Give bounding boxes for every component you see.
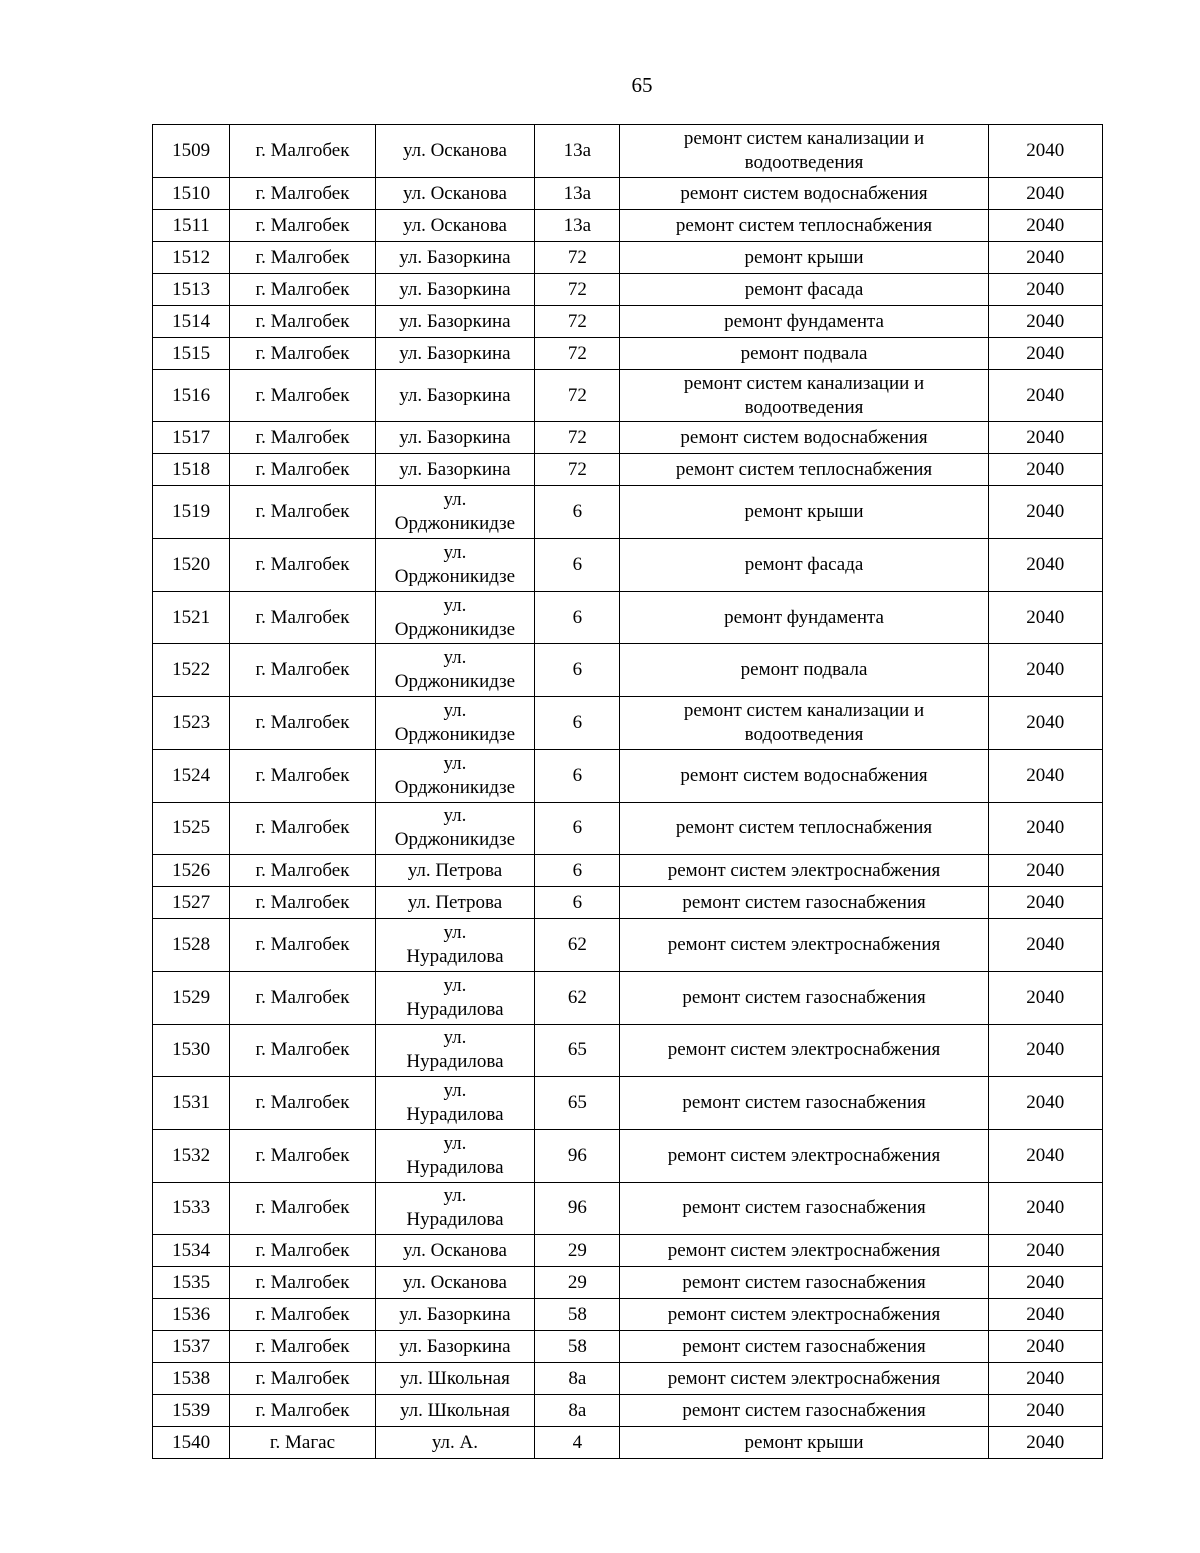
- city-cell: г. Малгобек: [230, 369, 375, 422]
- row-number-cell: 1534: [153, 1235, 230, 1267]
- row-number-cell: 1540: [153, 1427, 230, 1459]
- house-number-cell: 65: [535, 1077, 620, 1130]
- street-cell: ул. Орджоникидзе: [375, 644, 535, 697]
- table-row: [153, 337, 1103, 369]
- house-number-cell: 29: [535, 1267, 620, 1299]
- row-number-cell: 1536: [153, 1299, 230, 1331]
- row-number-cell: 1519: [153, 486, 230, 539]
- year-cell: 2040: [988, 539, 1102, 592]
- table-row: [153, 887, 1103, 919]
- city-cell: г. Малгобек: [230, 125, 375, 178]
- row-number-cell: 1513: [153, 273, 230, 305]
- street-cell: ул. Осканова: [375, 209, 535, 241]
- table-row: [153, 749, 1103, 802]
- street-cell: ул. Базоркина: [375, 422, 535, 454]
- city-cell: г. Магас: [230, 1427, 375, 1459]
- city-cell: г. Малгобек: [230, 887, 375, 919]
- work-type-cell: ремонт фасада: [620, 539, 988, 592]
- repair-schedule-table: [152, 124, 1103, 1459]
- year-cell: 2040: [988, 591, 1102, 644]
- row-number-cell: 1538: [153, 1363, 230, 1395]
- work-type-cell: ремонт систем электроснабжения: [620, 1235, 988, 1267]
- table-row: [153, 855, 1103, 887]
- house-number-cell: 6: [535, 644, 620, 697]
- work-type-cell: ремонт систем теплоснабжения: [620, 454, 988, 486]
- row-number-cell: 1517: [153, 422, 230, 454]
- row-number-cell: 1516: [153, 369, 230, 422]
- year-cell: 2040: [988, 1182, 1102, 1235]
- street-cell: ул. Нурадилова: [375, 971, 535, 1024]
- row-number-cell: 1530: [153, 1024, 230, 1077]
- city-cell: г. Малгобек: [230, 241, 375, 273]
- work-type-cell: ремонт систем электроснабжения: [620, 1024, 988, 1077]
- year-cell: 2040: [988, 1267, 1102, 1299]
- city-cell: г. Малгобек: [230, 971, 375, 1024]
- work-type-cell: ремонт систем водоснабжения: [620, 422, 988, 454]
- city-cell: г. Малгобек: [230, 273, 375, 305]
- work-type-cell: ремонт систем теплоснабжения: [620, 209, 988, 241]
- city-cell: г. Малгобек: [230, 1024, 375, 1077]
- house-number-cell: 72: [535, 273, 620, 305]
- year-cell: 2040: [988, 1299, 1102, 1331]
- house-number-cell: 72: [535, 305, 620, 337]
- street-cell: ул. Школьная: [375, 1395, 535, 1427]
- city-cell: г. Малгобек: [230, 209, 375, 241]
- year-cell: 2040: [988, 1331, 1102, 1363]
- table-row: [153, 177, 1103, 209]
- city-cell: г. Малгобек: [230, 422, 375, 454]
- house-number-cell: 6: [535, 539, 620, 592]
- year-cell: 2040: [988, 1235, 1102, 1267]
- table-row: [153, 241, 1103, 273]
- table-row: [153, 539, 1103, 592]
- row-number-cell: 1533: [153, 1182, 230, 1235]
- table-row: [153, 697, 1103, 750]
- year-cell: 2040: [988, 1077, 1102, 1130]
- row-number-cell: 1539: [153, 1395, 230, 1427]
- house-number-cell: 8а: [535, 1395, 620, 1427]
- city-cell: г. Малгобек: [230, 1363, 375, 1395]
- street-cell: ул. Нурадилова: [375, 1182, 535, 1235]
- house-number-cell: 62: [535, 971, 620, 1024]
- table-row: [153, 1024, 1103, 1077]
- city-cell: г. Малгобек: [230, 1331, 375, 1363]
- work-type-cell: ремонт систем теплоснабжения: [620, 802, 988, 855]
- row-number-cell: 1509: [153, 125, 230, 178]
- year-cell: 2040: [988, 1427, 1102, 1459]
- row-number-cell: 1531: [153, 1077, 230, 1130]
- year-cell: 2040: [988, 644, 1102, 697]
- work-type-cell: ремонт систем газоснабжения: [620, 887, 988, 919]
- street-cell: ул. Петрова: [375, 887, 535, 919]
- city-cell: г. Малгобек: [230, 919, 375, 972]
- row-number-cell: 1512: [153, 241, 230, 273]
- street-cell: ул. Базоркина: [375, 305, 535, 337]
- year-cell: 2040: [988, 1024, 1102, 1077]
- table-row: [153, 305, 1103, 337]
- work-type-cell: ремонт крыши: [620, 1427, 988, 1459]
- street-cell: ул. Осканова: [375, 177, 535, 209]
- street-cell: ул. Орджоникидзе: [375, 697, 535, 750]
- house-number-cell: 13а: [535, 125, 620, 178]
- row-number-cell: 1537: [153, 1331, 230, 1363]
- row-number-cell: 1520: [153, 539, 230, 592]
- city-cell: г. Малгобек: [230, 486, 375, 539]
- year-cell: 2040: [988, 919, 1102, 972]
- street-cell: ул. Орджоникидзе: [375, 749, 535, 802]
- year-cell: 2040: [988, 454, 1102, 486]
- table-row: [153, 1267, 1103, 1299]
- house-number-cell: 58: [535, 1331, 620, 1363]
- year-cell: 2040: [988, 1395, 1102, 1427]
- city-cell: г. Малгобек: [230, 855, 375, 887]
- row-number-cell: 1521: [153, 591, 230, 644]
- work-type-cell: ремонт систем канализации и водоотведения: [620, 369, 988, 422]
- year-cell: 2040: [988, 1363, 1102, 1395]
- table-row: [153, 1129, 1103, 1182]
- year-cell: 2040: [988, 802, 1102, 855]
- city-cell: г. Малгобек: [230, 697, 375, 750]
- work-type-cell: ремонт фасада: [620, 273, 988, 305]
- year-cell: 2040: [988, 422, 1102, 454]
- table-row: [153, 1331, 1103, 1363]
- year-cell: 2040: [988, 971, 1102, 1024]
- house-number-cell: 72: [535, 422, 620, 454]
- table-row: [153, 1427, 1103, 1459]
- year-cell: 2040: [988, 1129, 1102, 1182]
- row-number-cell: 1523: [153, 697, 230, 750]
- row-number-cell: 1527: [153, 887, 230, 919]
- street-cell: ул. Нурадилова: [375, 1024, 535, 1077]
- table-row: [153, 644, 1103, 697]
- work-type-cell: ремонт систем канализации и водоотведения: [620, 125, 988, 178]
- street-cell: ул. Орджоникидзе: [375, 486, 535, 539]
- row-number-cell: 1514: [153, 305, 230, 337]
- street-cell: ул. Школьная: [375, 1363, 535, 1395]
- street-cell: ул. Осканова: [375, 1235, 535, 1267]
- city-cell: г. Малгобек: [230, 539, 375, 592]
- house-number-cell: 62: [535, 919, 620, 972]
- city-cell: г. Малгобек: [230, 591, 375, 644]
- house-number-cell: 6: [535, 855, 620, 887]
- work-type-cell: ремонт подвала: [620, 644, 988, 697]
- work-type-cell: ремонт систем электроснабжения: [620, 1299, 988, 1331]
- work-type-cell: ремонт крыши: [620, 241, 988, 273]
- table-row: [153, 422, 1103, 454]
- house-number-cell: 6: [535, 887, 620, 919]
- house-number-cell: 6: [535, 591, 620, 644]
- table-row: [153, 1299, 1103, 1331]
- city-cell: г. Малгобек: [230, 749, 375, 802]
- street-cell: ул. Осканова: [375, 1267, 535, 1299]
- year-cell: 2040: [988, 273, 1102, 305]
- year-cell: 2040: [988, 177, 1102, 209]
- house-number-cell: 65: [535, 1024, 620, 1077]
- table-row: [153, 1363, 1103, 1395]
- row-number-cell: 1528: [153, 919, 230, 972]
- table-body: [153, 125, 1103, 1459]
- table-row: [153, 273, 1103, 305]
- city-cell: г. Малгобек: [230, 1395, 375, 1427]
- table-row: [153, 1077, 1103, 1130]
- city-cell: г. Малгобек: [230, 1129, 375, 1182]
- house-number-cell: 6: [535, 486, 620, 539]
- house-number-cell: 6: [535, 697, 620, 750]
- year-cell: 2040: [988, 855, 1102, 887]
- street-cell: ул. Базоркина: [375, 337, 535, 369]
- year-cell: 2040: [988, 125, 1102, 178]
- table-row: [153, 1395, 1103, 1427]
- table-row: [153, 369, 1103, 422]
- house-number-cell: 72: [535, 369, 620, 422]
- table-row: [153, 125, 1103, 178]
- page-number: 65: [631, 73, 653, 97]
- street-cell: ул. Нурадилова: [375, 1129, 535, 1182]
- year-cell: 2040: [988, 305, 1102, 337]
- city-cell: г. Малгобек: [230, 1267, 375, 1299]
- city-cell: г. Малгобек: [230, 644, 375, 697]
- year-cell: 2040: [988, 209, 1102, 241]
- house-number-cell: 6: [535, 802, 620, 855]
- work-type-cell: ремонт систем электроснабжения: [620, 1363, 988, 1395]
- row-number-cell: 1525: [153, 802, 230, 855]
- house-number-cell: 4: [535, 1427, 620, 1459]
- house-number-cell: 13а: [535, 209, 620, 241]
- house-number-cell: 72: [535, 241, 620, 273]
- city-cell: г. Малгобек: [230, 305, 375, 337]
- year-cell: 2040: [988, 337, 1102, 369]
- row-number-cell: 1522: [153, 644, 230, 697]
- work-type-cell: ремонт систем газоснабжения: [620, 1077, 988, 1130]
- street-cell: ул. Орджоникидзе: [375, 539, 535, 592]
- row-number-cell: 1526: [153, 855, 230, 887]
- city-cell: г. Малгобек: [230, 177, 375, 209]
- work-type-cell: ремонт систем водоснабжения: [620, 749, 988, 802]
- house-number-cell: 29: [535, 1235, 620, 1267]
- table-row: [153, 454, 1103, 486]
- row-number-cell: 1515: [153, 337, 230, 369]
- year-cell: 2040: [988, 486, 1102, 539]
- year-cell: 2040: [988, 887, 1102, 919]
- row-number-cell: 1524: [153, 749, 230, 802]
- house-number-cell: 72: [535, 337, 620, 369]
- street-cell: ул. Базоркина: [375, 273, 535, 305]
- house-number-cell: 13а: [535, 177, 620, 209]
- work-type-cell: ремонт крыши: [620, 486, 988, 539]
- city-cell: г. Малгобек: [230, 1235, 375, 1267]
- city-cell: г. Малгобек: [230, 1077, 375, 1130]
- row-number-cell: 1518: [153, 454, 230, 486]
- table-row: [153, 971, 1103, 1024]
- work-type-cell: ремонт систем газоснабжения: [620, 1182, 988, 1235]
- work-type-cell: ремонт подвала: [620, 337, 988, 369]
- house-number-cell: 96: [535, 1182, 620, 1235]
- street-cell: ул. Петрова: [375, 855, 535, 887]
- year-cell: 2040: [988, 749, 1102, 802]
- street-cell: ул. Нурадилова: [375, 1077, 535, 1130]
- street-cell: ул. Базоркина: [375, 454, 535, 486]
- house-number-cell: 6: [535, 749, 620, 802]
- table-row: [153, 1235, 1103, 1267]
- street-cell: ул. Базоркина: [375, 1299, 535, 1331]
- table-row: [153, 591, 1103, 644]
- city-cell: г. Малгобек: [230, 1182, 375, 1235]
- table-row: [153, 1182, 1103, 1235]
- street-cell: ул. Базоркина: [375, 1331, 535, 1363]
- house-number-cell: 8а: [535, 1363, 620, 1395]
- work-type-cell: ремонт систем электроснабжения: [620, 855, 988, 887]
- street-cell: ул. Орджоникидзе: [375, 802, 535, 855]
- street-cell: ул. Орджоникидзе: [375, 591, 535, 644]
- work-type-cell: ремонт систем канализации и водоотведения: [620, 697, 988, 750]
- street-cell: ул. А.: [375, 1427, 535, 1459]
- city-cell: г. Малгобек: [230, 802, 375, 855]
- row-number-cell: 1535: [153, 1267, 230, 1299]
- work-type-cell: ремонт систем газоснабжения: [620, 1395, 988, 1427]
- work-type-cell: ремонт систем газоснабжения: [620, 971, 988, 1024]
- row-number-cell: 1510: [153, 177, 230, 209]
- year-cell: 2040: [988, 697, 1102, 750]
- year-cell: 2040: [988, 241, 1102, 273]
- city-cell: г. Малгобек: [230, 454, 375, 486]
- work-type-cell: ремонт систем газоснабжения: [620, 1267, 988, 1299]
- house-number-cell: 72: [535, 454, 620, 486]
- work-type-cell: ремонт систем электроснабжения: [620, 919, 988, 972]
- work-type-cell: ремонт фундамента: [620, 305, 988, 337]
- city-cell: г. Малгобек: [230, 337, 375, 369]
- table-row: [153, 486, 1103, 539]
- city-cell: г. Малгобек: [230, 1299, 375, 1331]
- year-cell: 2040: [988, 369, 1102, 422]
- house-number-cell: 96: [535, 1129, 620, 1182]
- street-cell: ул. Нурадилова: [375, 919, 535, 972]
- table-row: [153, 209, 1103, 241]
- row-number-cell: 1529: [153, 971, 230, 1024]
- work-type-cell: ремонт систем газоснабжения: [620, 1331, 988, 1363]
- street-cell: ул. Базоркина: [375, 369, 535, 422]
- street-cell: ул. Осканова: [375, 125, 535, 178]
- row-number-cell: 1532: [153, 1129, 230, 1182]
- house-number-cell: 58: [535, 1299, 620, 1331]
- street-cell: ул. Базоркина: [375, 241, 535, 273]
- work-type-cell: ремонт фундамента: [620, 591, 988, 644]
- row-number-cell: 1511: [153, 209, 230, 241]
- table-row: [153, 802, 1103, 855]
- table-row: [153, 919, 1103, 972]
- work-type-cell: ремонт систем электроснабжения: [620, 1129, 988, 1182]
- work-type-cell: ремонт систем водоснабжения: [620, 177, 988, 209]
